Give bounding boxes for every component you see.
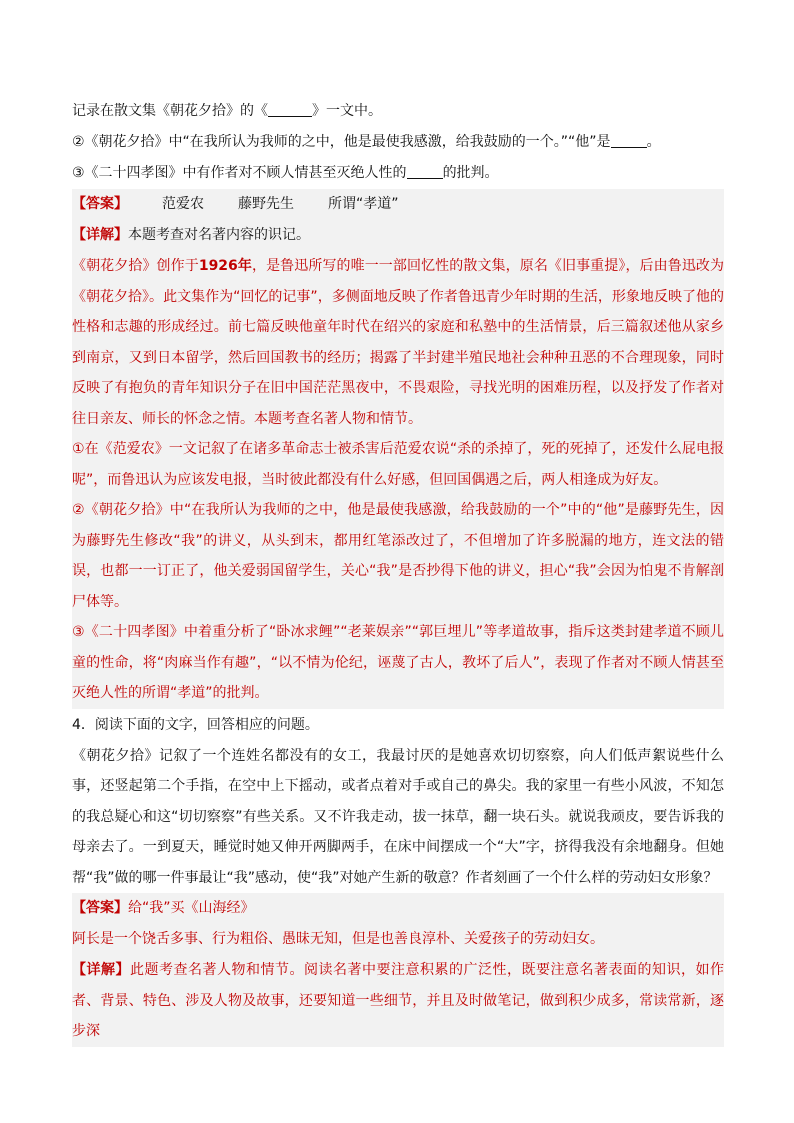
paragraph-1-text-b: ，是鲁迅所写的唯一一部回忆性的散文集，原名《旧事重提》，后由鲁迅改为《朝花夕拾》。此文集作为“回忆的记事”，多侧面地反映了作者鲁迅青少年时期的生活，形象地反映了他的性格和志趣的形成经过。前七篇反映他童年时代在绍兴的家庭和私塾中的生活情景，后三篇叙述他从家乡到南京，又到日本留学，然后回国教书的经历；揭露了半封建半殖民地社会种种丑恶的不合理现象，同时反映了有抱负的青年知识分子在旧中国茫茫黑夜中，不畏艰险，寻找光明的困难历程，以及抒发了作者对往日亲友、师长的怀念之情。本题考查名著人物和情节。 (72, 258, 725, 427)
q3-line-1-text-a: 记录在散文集《朝花夕拾》的《 (72, 103, 268, 119)
q4-answer-block (72, 893, 724, 1047)
q3-detail-intro (72, 220, 724, 251)
q4-detail-text: 此题考查名著人物和情节。阅读名著中要注意积累的广泛性，既要注意名著表面的知识，如作者、背景、特色、涉及人物及故事，还要知道一些细节，并且及时做笔记，做到积少成多，常读常新，逐步深 (72, 962, 724, 1039)
q4-detail (72, 955, 724, 1047)
document-page (72, 96, 724, 1047)
answer-label: 【答案】 (72, 196, 128, 212)
answer-2: 藤野先生 (238, 196, 294, 212)
q3-line-3 (72, 158, 724, 189)
q3-line-2-text-a: ②《朝花夕拾》中“在我所认为我师的之中，他是最使我感激，给我鼓励的一个。”“他”是 (72, 134, 611, 150)
q4-detail-label: 【详解】 (72, 962, 130, 978)
q4-answer-line-2: 阿长是一个饶舌多事、行为粗俗、愚昧无知，但是也善良淳朴、关爱孩子的劳动妇女。 (72, 931, 604, 947)
q3-detail-paragraph-2: ①在《范爱农》一文记叙了在诸多革命志士被杀害后范爱农说“杀的杀掉了，死的死掉了，还发什么屁电报呢”，而鲁迅认为应该发电报，当时彼此都没有什么好感，但回国偶遇之后，两人相逢成为好友。 (72, 441, 724, 488)
answer-3: 所谓“孝道” (328, 196, 399, 212)
q4-passage: 《朝花夕拾》记叙了一个连姓名都没有的女工，我最讨厌的是她喜欢切切察察，向人们低声絮说些什么事，还竖起第二个手指，在空中上下摇动，或者点着对手或自己的鼻尖。我的家里一有些小风波，不知怎的我总疑心和这“切切察察”有些关系。又不许我走动，拔一抹草，翻一块石头。就说我顽皮，要告诉我的母亲去了。一到夏天，睡觉时她又伸开两脚两手，在床中间摆成一个“大”字，挤得我没有余地翻身。但她帮“我”做的哪一件事最让“我”感动，使“我”对她产生新的敬意？作者刻画了一个什么样的劳动妇女形象？ (72, 747, 724, 886)
detail-intro-text: 本题考查对名著内容的识记。 (128, 227, 310, 243)
q4-answer-line (72, 893, 724, 924)
q3-line-1 (72, 96, 724, 127)
detail-label: 【详解】 (72, 227, 128, 243)
q3-detail-paragraph-1 (72, 251, 724, 434)
q3-line-1-text-b: 》一文中。 (312, 103, 382, 119)
q4-title: 4．阅读下面的文字，回答相应的问题。 (72, 716, 319, 733)
answer-blank-1 (268, 102, 312, 117)
q3-line-2-text-b: 。 (646, 134, 661, 150)
q4-answer-label: 【答案】 (72, 900, 128, 916)
q3-answer-line (72, 189, 724, 220)
q3-line-2 (72, 127, 724, 158)
q4-answer-text: 给“我”买《山海经》 (128, 900, 255, 916)
q3-detail-paragraph-3: ②《朝花夕拾》中“在我所认为我师的之中，他是最使我感激，给我鼓励的一个”中的“他”是藤野先生，因为藤野先生修改“我”的讲义，从头到末，都用红笔添改过了，不但增加了许多脱漏的地方，连文法的错误，也都一一订正了，他关爱弱国留学生，关心“我”是否抄得下他的讲义，担心“我”会因为怕鬼不肯解剖尸体等。 (72, 502, 724, 610)
q3-line-3-text-b: 的批判。 (442, 165, 499, 181)
paragraph-1-year: 1926年 (198, 258, 252, 274)
paragraph-1-text-a: 《朝花夕拾》创作于 (72, 258, 199, 274)
answer-blank-2 (611, 133, 647, 148)
answer-1: 范爱农 (162, 196, 204, 212)
answer-blank-3 (407, 164, 443, 179)
q3-answer-block (72, 189, 724, 709)
q3-line-3-text-a: ③《二十四孝图》中有作者对不顾人情甚至灭绝人性的 (72, 165, 407, 181)
q3-detail-paragraph-4: ③《二十四孝图》中着重分析了“卧冰求鲤”“老莱娱亲”“郭巨埋儿”等孝道故事，指斥这类封建孝道不顾儿童的性命，将“肉麻当作有趣”，“以不情为伦纪，诬蔑了古人，教坏了后人”，表现了作者对不顾人情甚至灭绝人性的所谓“孝道”的批判。 (72, 624, 724, 701)
